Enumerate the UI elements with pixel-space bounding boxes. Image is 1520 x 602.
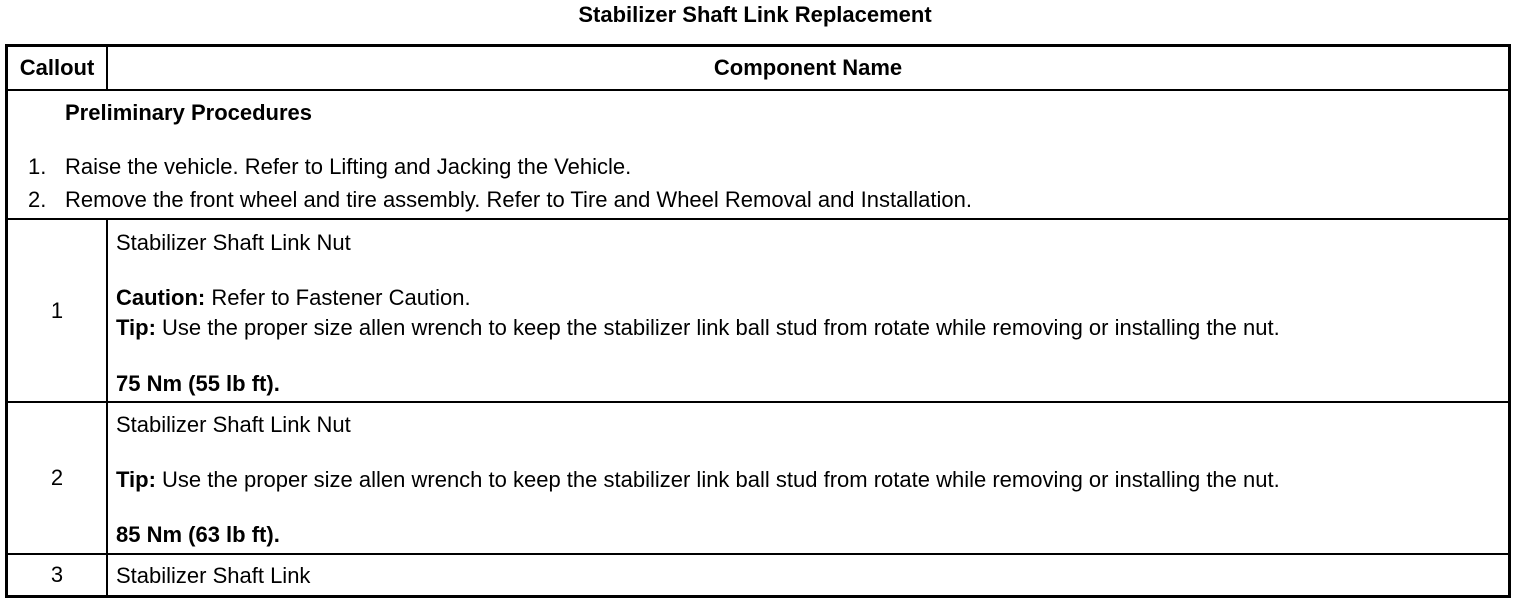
preliminary-procedures-row	[8, 91, 1508, 220]
tip-line	[116, 468, 1280, 492]
component-name: Stabilizer Shaft Link	[116, 563, 311, 588]
table-row	[8, 403, 1508, 555]
tip-label: Tip:	[116, 467, 156, 492]
step-text: Remove the front wheel and tire assembly. Refer to Tire and Wheel Removal and Installation.	[65, 187, 972, 212]
document-title: Stabilizer Shaft Link Replacement	[578, 2, 932, 27]
procedure-table	[5, 44, 1511, 598]
tip-text: Use the proper size allen wrench to keep the stabilizer link ball stud from rotate while removing or installing the nut.	[155, 315, 1280, 340]
callout-number: 3	[8, 555, 108, 595]
component-cell	[108, 220, 1508, 401]
caution-label: Caution:	[116, 285, 206, 310]
step-number: 1.	[28, 154, 47, 179]
component-name: Stabilizer Shaft Link Nut	[116, 230, 351, 255]
tip-label: Tip:	[116, 315, 156, 340]
step-text: Raise the vehicle. Refer to Lifting and Jacking the Vehicle.	[65, 154, 632, 179]
step-number: 2.	[28, 187, 47, 212]
component-cell	[108, 555, 1508, 595]
table-header-row	[8, 47, 1508, 91]
caution-text: Refer to Fastener Caution.	[205, 285, 471, 310]
callout-number: 1	[8, 220, 108, 401]
tip-line	[116, 316, 1280, 340]
torque-spec: 75 Nm (55 lb ft).	[116, 371, 280, 396]
caution-line	[116, 286, 471, 310]
preliminary-heading: Preliminary Procedures	[65, 100, 313, 125]
table-row	[8, 555, 1508, 595]
torque-spec: 85 Nm (63 lb ft).	[116, 522, 280, 547]
callout-number: 2	[8, 403, 108, 553]
table-row	[8, 220, 1508, 403]
component-name-header: Component Name	[713, 55, 903, 80]
callout-header: Callout	[8, 47, 108, 89]
component-cell	[108, 403, 1508, 553]
tip-text: Use the proper size allen wrench to keep the stabilizer link ball stud from rotate while removing or installing the nut.	[155, 467, 1280, 492]
component-name: Stabilizer Shaft Link Nut	[116, 412, 351, 437]
